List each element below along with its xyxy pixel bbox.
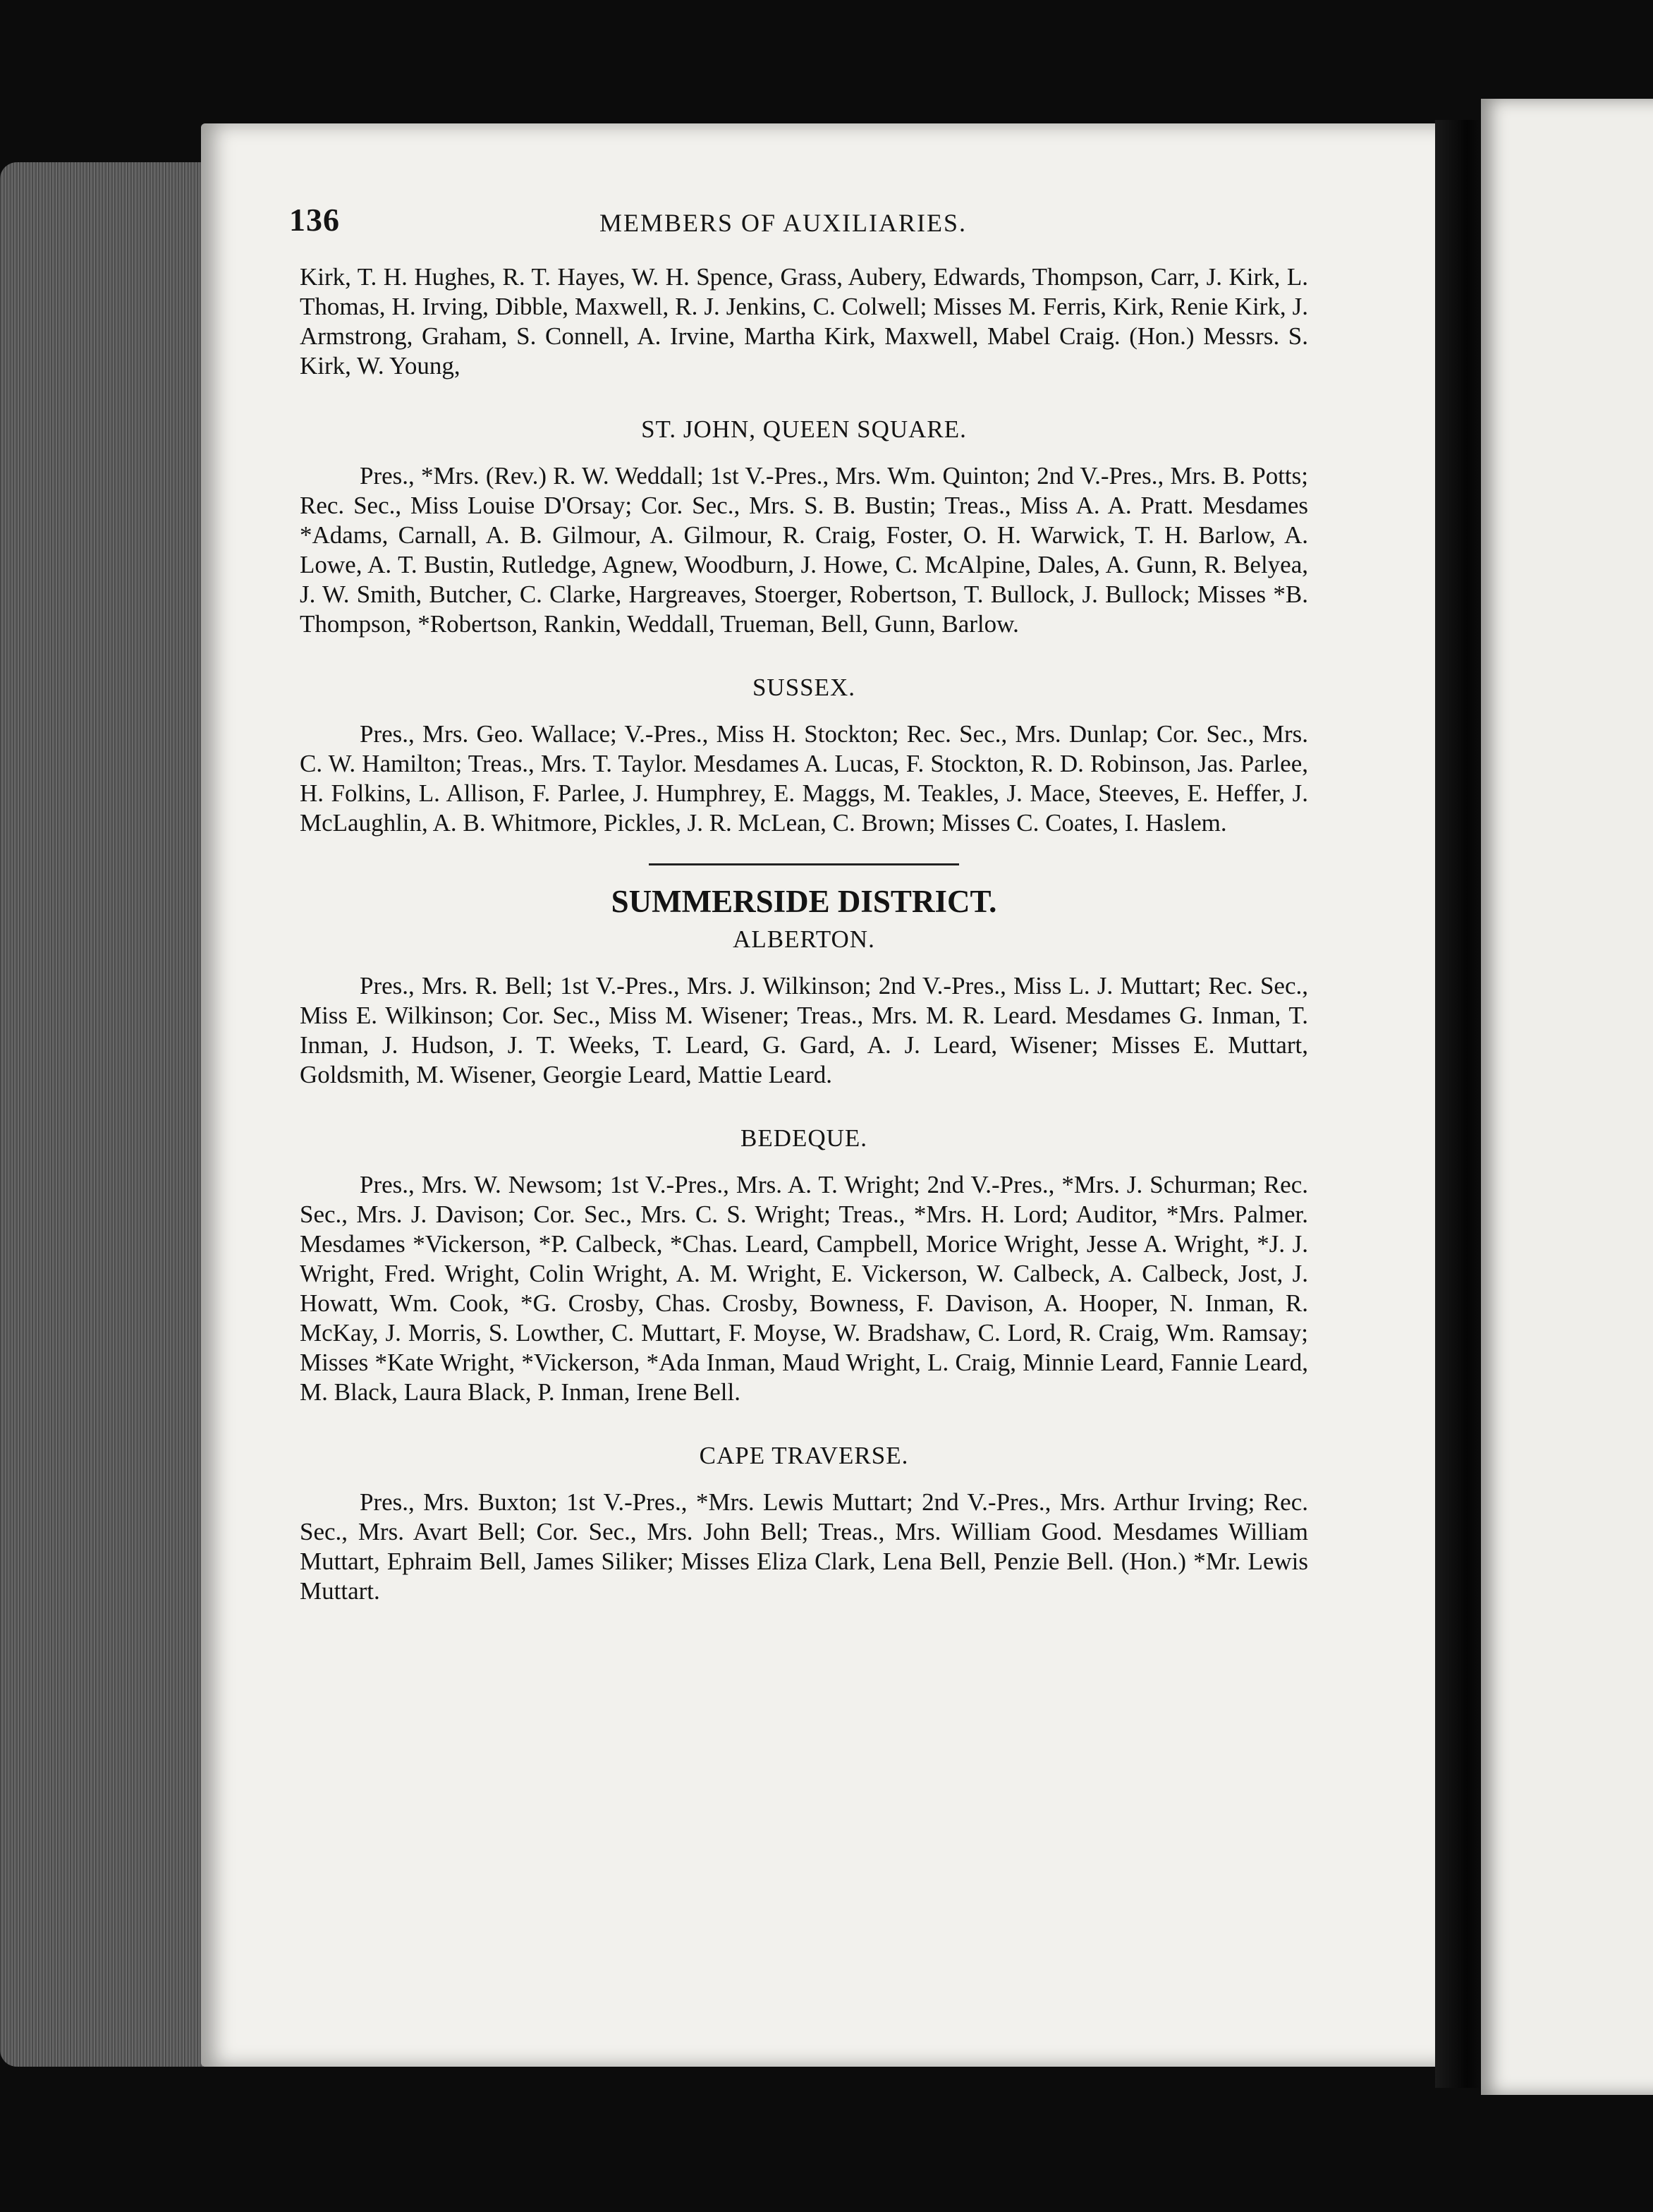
auxiliary-member-list: Pres., Mrs. W. Newsom; 1st V.-Pres., Mrs. A. T. Wright; 2nd V.-Pres., *Mrs. J. Schurman; Rec. Sec., Mrs. J. Davison; Cor. Sec., Mrs. C. S. Wright; Treas., *Mrs. H. Lord; Auditor, *Mrs. Palmer. Mesdames *Vickerson, *P. Calbeck, *Chas. Leard, Campbell, Morice Wright, Jesse A. Wright, *J. J. Wright, Fred. Wright, Colin Wright, A. M. Wright, E. Vickerson, W. Calbeck, A. Calbeck, Jost, J. Howatt, Wm. Cook, *G. Crosby, Chas. Crosby, Bowness, F. Davison, A. Hooper, N. Inman, R. McKay, J. Morris, S. Lowther, C. Muttart, F. Moyse, W. Bradshaw, C. Lord, R. Craig, Wm. Ramsay; Misses *Kate Wright, *Vickerson, *Ada Inman, Maud Wright, L. Craig, Minnie Leard, Fannie Leard, M. Black, Laura Black, P. Inman, Irene Bell. [300,1171,1308,1406]
right-page [1481,99,1653,2095]
page-body [300,262,1308,1606]
section-divider [649,863,959,865]
auxiliary-member-list: Pres., Mrs. R. Bell; 1st V.-Pres., Mrs. J. Wilkinson; 2nd V.-Pres., Miss L. J. Muttart; Rec. Sec., Miss E. Wilkinson; Cor. Sec., Miss M. Wisener; Treas., Mrs. M. R. Leard. Mesdames G. Inman, T. Inman, J. Hudson, J. T. Weeks, T. Leard, G. Gard, A. J. Leard, Wisener; Misses E. Muttart, Goldsmith, M. Wisener, Georgie Leard, Mattie Leard. [300,972,1308,1088]
auxiliary-member-list: Pres., Mrs. Geo. Wallace; V.-Pres., Miss H. Stockton; Rec. Sec., Mrs. Dunlap; Cor. Sec., Mrs. C. W. Hamilton; Treas., Mrs. T. Taylor. Mesdames A. Lucas, F. Stockton, R. D. Robinson, Jas. Parlee, H. Folkins, L. Allison, F. Parlee, J. Humphrey, E. Maggs, M. Teakles, J. Mace, Steeves, E. Heffer, J. McLaughlin, A. B. Whitmore, Pickles, J. R. McLean, C. Brown; Misses C. Coates, I. Haslem. [300,720,1308,837]
running-head [289,201,1305,250]
auxiliary-heading: ALBERTON. [733,925,875,953]
page-number: 136 [289,202,340,238]
auxiliary-heading: SUSSEX. [752,674,856,701]
book-page-edges [0,162,212,2067]
auxiliary-heading: ST. JOHN, QUEEN SQUARE. [641,415,967,443]
auxiliary-member-list: Pres., Mrs. Buxton; 1st V.-Pres., *Mrs. Lewis Muttart; 2nd V.-Pres., Mrs. Arthur Irving; Rec. Sec., Mrs. Avart Bell; Cor. Sec., Mrs. John Bell; Treas., Mrs. William Good. Mesdames William Muttart, Ephraim Bell, James Siliker; Misses Eliza Clark, Lena Bell, Penzie Bell. (Hon.) *Mr. Lewis Muttart. [300,1488,1308,1605]
auxiliary-heading: CAPE TRAVERSE. [699,1442,909,1469]
district-heading: SUMMERSIDE DISTRICT. [611,884,997,919]
auxiliary-heading: BEDEQUE. [740,1124,868,1152]
running-title: MEMBERS OF AUXILIARIES. [599,209,968,237]
auxiliary-member-list: Pres., *Mrs. (Rev.) R. W. Weddall; 1st V.-Pres., Mrs. Wm. Quinton; 2nd V.-Pres., Mrs. B. Potts; Rec. Sec., Miss Louise D'Orsay; Cor. Sec., Mrs. S. B. Bustin; Treas., Miss A. A. Pratt. Mesdames *Adams, Carnall, A. B. Gilmour, A. Gilmour, R. Craig, Foster, O. H. Warwick, T. H. Barlow, A. Lowe, A. T. Bustin, Rutledge, Agnew, Woodburn, J. Howe, C. McAlpine, Dales, A. Gunn, R. Belyea, J. W. Smith, Butcher, C. Clarke, Hargreaves, Stoerger, Robertson, T. Bullock, J. Bullock; Misses *B. Thompson, *Robertson, Rankin, Weddall, Trueman, Bell, Gunn, Barlow. [300,462,1308,638]
continued-member-list: Kirk, T. H. Hughes, R. T. Hayes, W. H. Spence, Grass, Aubery, Edwards, Thompson, Carr, J. Kirk, L. Thomas, H. Irving, Dibble, Maxwell, R. J. Jenkins, C. Colwell; Misses M. Ferris, Kirk, Renie Kirk, J. Armstrong, Graham, S. Connell, A. Irvine, Martha Kirk, Maxwell, Mabel Craig. (Hon.) Messrs. S. Kirk, W. Young, [300,263,1308,379]
